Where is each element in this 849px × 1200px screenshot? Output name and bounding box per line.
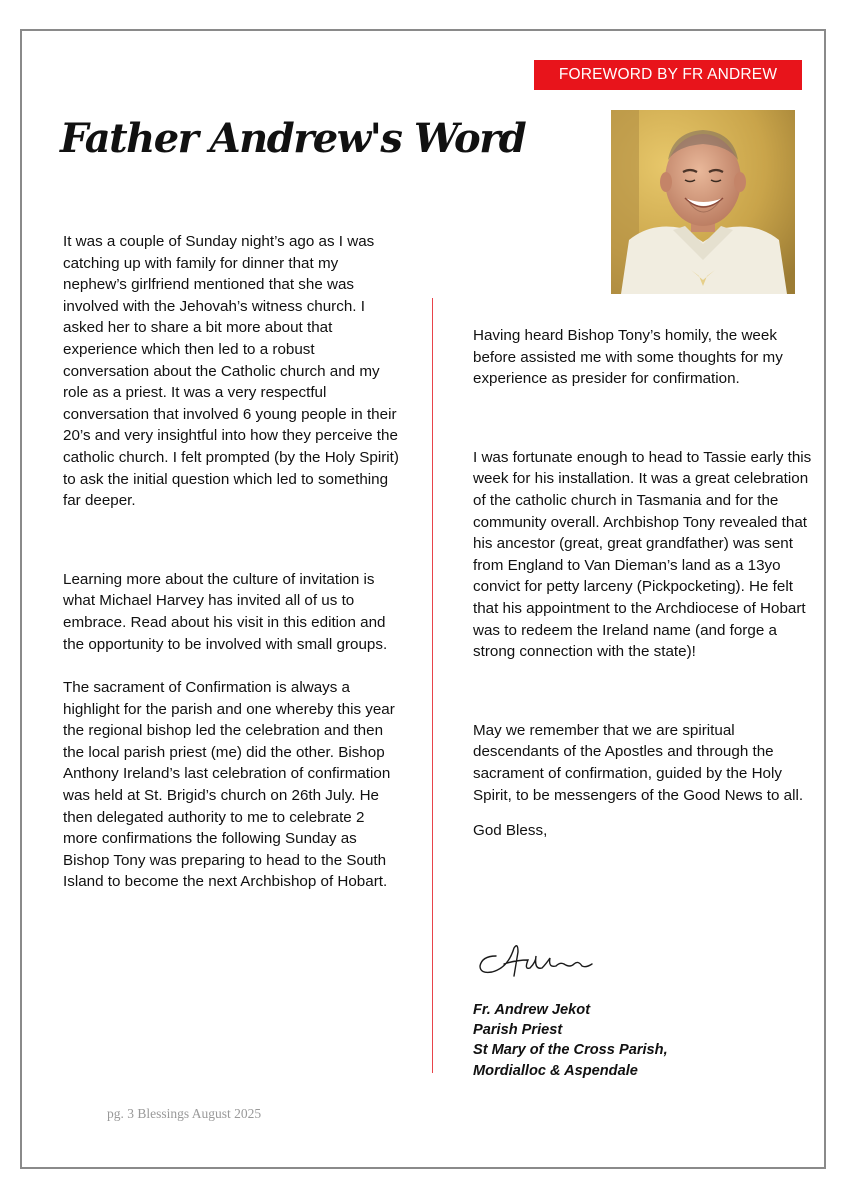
paragraph: Learning more about the culture of invitation is what Michael Harvey has invited all of us to embrace. Read about his visit in this edition and the opportunity to be involved with small groups. — [63, 570, 388, 653]
page-title — [58, 108, 526, 168]
paragraph: It was a couple of Sunday night’s ago as I was catching up with family for dinner that my nephew’s girlfriend mentioned that she was involved with the Jehovah’s witness church. I asked her to share a bit more about that experience which then led to a robust conversation about the Catholic church and my role as a priest. It was a very respectful conversation that involved 6 young people in their 20’s and very insightful into how they perceive the catholic church. I felt prompted (by the Holy Spirit) to ask the initial question which led to something far deeper. — [63, 233, 399, 510]
parish-location: Mordialloc & Aspendale — [473, 1062, 638, 1079]
closing-line: God Bless, — [473, 822, 548, 840]
page-title-text: Father Andrew's Word — [60, 115, 526, 162]
paragraph: Having heard Bishop Tony’s homily, the week before assisted me with some thoughts for my experience as presider for confirmation. — [473, 327, 783, 388]
paragraph: I was fortunate enough to head to Tassie early this week for his installation. It was a great celebration of the catholic church in Tasmania and for the community overall. Archbishop Tony revealed that his ancestor (great, great grandfather) was sent from England to Van Dieman’s land as a 13yo convict for petty larceny (Pickpocketing). He felt that his appointment to the Archdiocese of Hobart was to redeem the Ireland name (and forge a strong connection with the state)! — [473, 448, 812, 661]
signature-block — [473, 1000, 773, 1081]
left-column — [63, 231, 403, 893]
parish-name: St Mary of the Cross Parish, — [473, 1042, 668, 1059]
portrait-photo — [611, 110, 795, 294]
signatory-role: Parish Priest — [473, 1022, 563, 1039]
page-footer: pg. 3 Blessings August 2025 — [107, 1106, 262, 1121]
section-badge: FOREWORD BY FR ANDREW — [534, 60, 802, 90]
paragraph: The sacrament of Confirmation is always a highlight for the parish and one whereby this year the regional bishop led the celebration and then the local parish priest (me) did the other. Bishop Anthony Ireland’s last celebration of confirmation was held at St. Brigid’s church on 26th July. He then delegated authority to me to celebrate 2 more confirmations the following Sunday as Bishop Tony was preparing to head to the South Island to become the next Archbishop of Hobart. — [63, 679, 395, 891]
right-column — [473, 325, 821, 842]
column-divider — [432, 298, 433, 1073]
signatory-name: Fr. Andrew Jekot — [473, 1002, 591, 1018]
paragraph: May we remember that we are spiritual descendants of the Apostles and through the sacrament of confirmation, guided by the Holy Spirit, to be messengers of the Good News to all. — [473, 721, 804, 804]
handwritten-signature — [474, 938, 604, 982]
